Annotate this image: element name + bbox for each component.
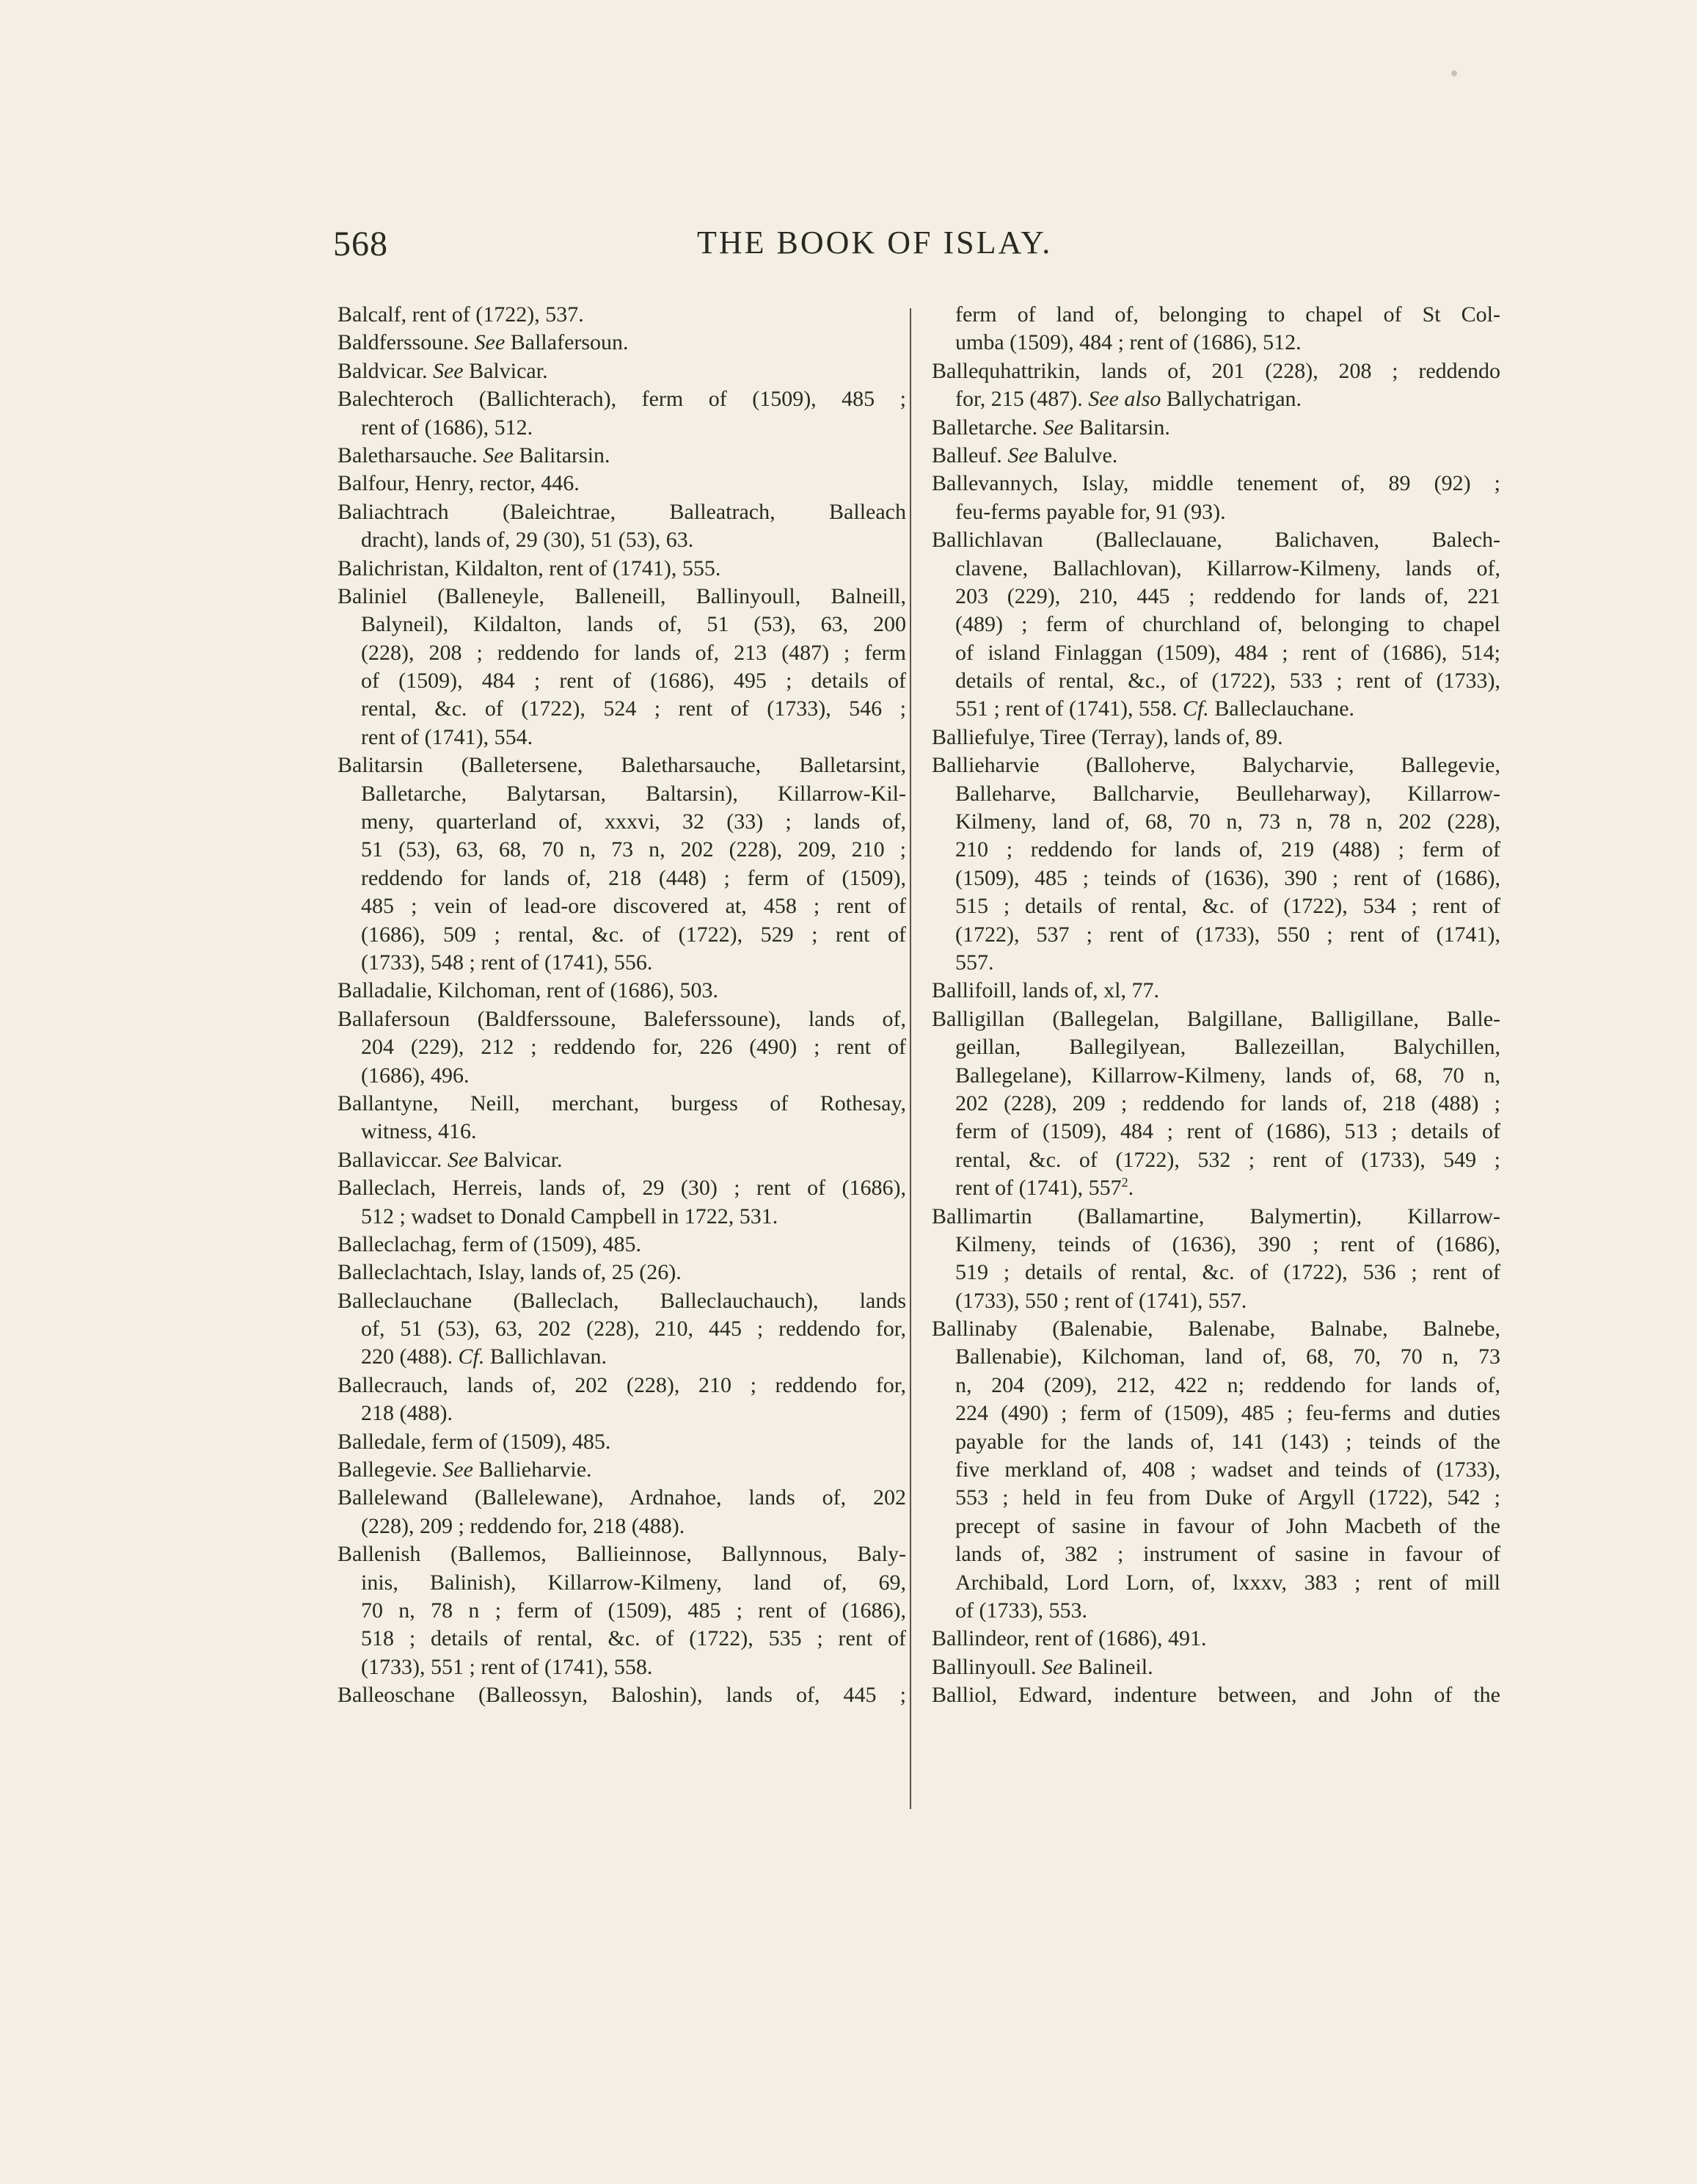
left-index-line: Balleoschane (Balleossyn, Baloshin), lands of, 445 ; [337, 1683, 906, 1708]
right-index-line: Ballifoill, lands of, xl, 77. [932, 978, 1159, 1003]
left-index-line: rent of (1741), 554. [361, 724, 533, 749]
right-index-line: Ballichlavan (Balleclauane, Balichaven, Balech- [932, 528, 1500, 553]
right-index-line: rent of (1741), $557^2$. [955, 1175, 1134, 1201]
left-index-line: Baliniel (Balleneyle, Balleneill, Ballinyoull, Balneill, [337, 583, 906, 608]
right-index-line: 551 ; rent of (1741), 558. Cf. Balleclauchane. [955, 696, 1355, 721]
left-index-line: Balleclach, Herreis, lands of, 29 (30) ; rent of (1686), [337, 1176, 906, 1201]
left-index-line: Ballecrauch, lands of, 202 (228), 210 ; reddendo for, [337, 1372, 906, 1397]
right-index-line: 202 (228), 209 ; reddendo for lands of, 218 (488) ; [955, 1091, 1500, 1115]
right-index-line: Balliefulye, Tiree (Terray), lands of, 89. [932, 724, 1283, 749]
right-index-line: (489) ; ferm of churchland of, belonging to chapel [955, 612, 1500, 637]
right-index-line: (1733), 550 ; rent of (1741), 557. [955, 1288, 1247, 1313]
left-index-line: meny, quarterland of, xxxvi, 32 (33) ; lands of, [361, 809, 906, 834]
right-index-line: umba (1509), 484 ; rent of (1686), 512. [955, 330, 1302, 355]
left-index-line: (1733), 548 ; rent of (1741), 556. [361, 950, 653, 975]
right-index-line: Ballequhattrikin, lands of, 201 (228), 208 ; reddendo [932, 358, 1500, 383]
right-index-line: Balliol, Edward, indenture between, and John of the [932, 1683, 1500, 1708]
right-index-line: ferm of land of, belonging to chapel of St Col- [955, 302, 1500, 327]
left-index-line: Balleclauchane (Balleclach, Balleclauchauch), lands [337, 1288, 906, 1313]
right-index-line: Ballenabie), Kilchoman, land of, 68, 70, 70 n, 73 [955, 1344, 1500, 1369]
left-index-line: of, 51 (53), 63, 202 (228), 210, 445 ; reddendo for, [361, 1317, 906, 1342]
right-index-line: clavene, Ballachlovan), Killarrow-Kilmeny, lands of, [955, 556, 1500, 580]
index-column-right [932, 301, 1500, 1710]
right-index-line: 515 ; details of rental, &c. of (1722), 534 ; rent of [955, 894, 1500, 919]
right-index-line: 519 ; details of rental, &c. of (1722), 536 ; rent of [955, 1260, 1500, 1285]
left-index-line: Baliachtrach (Baleichtrae, Balleatrach, Balleach [337, 499, 906, 524]
right-index-line: Kilmeny, teinds of (1636), 390 ; rent of (1686), [955, 1231, 1500, 1256]
right-index-line: n, 204 (209), 212, 422 n; reddendo for lands of, [955, 1372, 1500, 1397]
page-number: 568 [333, 225, 388, 263]
left-index-line: Baldvicar. See Balvicar. [337, 358, 548, 383]
index-column-left [337, 301, 906, 1710]
right-index-line: (1509), 485 ; teinds of (1636), 390 ; rent of (1686), [955, 865, 1500, 890]
left-index-line: (1686), 509 ; rental, &c. of (1722), 529 ; rent of [361, 922, 906, 947]
right-index-line: feu-ferms payable for, 91 (93). [955, 499, 1226, 524]
left-index-line: dracht), lands of, 29 (30), 51 (53), 63. [361, 528, 694, 553]
right-index-line: for, 215 (487). See also Ballychatrigan. [955, 387, 1302, 412]
left-index-line: Balfour, Henry, rector, 446. [337, 471, 580, 496]
left-index-line: (228), 209 ; reddendo for, 218 (488). [361, 1513, 685, 1538]
right-index-line: Ballieharvie (Balloherve, Balycharvie, Ballegevie, [932, 753, 1500, 778]
left-index-line: inis, Balinish), Killarrow-Kilmeny, land of, 69, [361, 1570, 906, 1595]
left-index-line: 70 n, 78 n ; ferm of (1509), 485 ; rent of (1686), [361, 1598, 906, 1623]
right-index-line: precept of sasine in favour of John Macbeth of the [955, 1513, 1500, 1538]
left-index-line: Ballafersoun (Baldferssoune, Baleferssoune), lands of, [337, 1006, 906, 1031]
left-index-line: Balleclachag, ferm of (1509), 485. [337, 1231, 642, 1256]
left-index-line: Baletharsauche. See Balitarsin. [337, 443, 610, 467]
right-index-line: 557. [955, 950, 994, 975]
left-index-line: rent of (1686), 512. [361, 415, 533, 440]
left-index-line: Ballenish (Ballemos, Ballieinnose, Ballynnous, Baly- [337, 1542, 906, 1567]
left-index-line: witness, 416. [361, 1119, 477, 1144]
right-index-line: geillan, Ballegilyean, Ballezeillan, Balychillen, [955, 1035, 1500, 1060]
right-index-line: of island Finlaggan (1509), 484 ; rent of (1686), 514; [955, 640, 1500, 665]
running-head: THE BOOK OF ISLAY. [697, 225, 1053, 261]
right-index-line: Balletarche. See Balitarsin. [932, 415, 1170, 440]
right-index-line: rental, &c. of (1722), 532 ; rent of (1733), 549 ; [955, 1147, 1500, 1172]
right-index-line: Balleuf. See Balulve. [932, 443, 1118, 467]
left-index-line: Balcalf, rent of (1722), 537. [337, 302, 584, 327]
right-index-line: Ballinyoull. See Balineil. [932, 1654, 1153, 1679]
left-index-line: rental, &c. of (1722), 524 ; rent of (1733), 546 ; [361, 696, 906, 721]
left-index-line: Balleclachtach, Islay, lands of, 25 (26). [337, 1260, 682, 1285]
left-index-line: Ballegevie. See Ballieharvie. [337, 1457, 592, 1482]
right-index-line: Ballindeor, rent of (1686), 491. [932, 1626, 1207, 1651]
left-index-line: Balladalie, Kilchoman, rent of (1686), 503. [337, 978, 719, 1003]
right-index-line: 203 (229), 210, 445 ; reddendo for lands of, 221 [955, 583, 1500, 608]
left-index-line: Balichristan, Kildalton, rent of (1741), 555. [337, 556, 721, 580]
right-index-line: Ballimartin (Ballamartine, Balymertin), Killarrow- [932, 1204, 1500, 1228]
left-index-line: 512 ; wadset to Donald Campbell in 1722, 531. [361, 1204, 778, 1228]
right-index-line: Kilmeny, land of, 68, 70 n, 73 n, 78 n, 202 (228), [955, 809, 1500, 834]
left-index-line: 220 (488). Cf. Ballichlavan. [361, 1344, 607, 1369]
left-index-line: (1686), 496. [361, 1063, 470, 1088]
right-index-line: Ballevannych, Islay, middle tenement of, 89 (92) ; [932, 471, 1500, 496]
right-index-line: Ballinaby (Balenabie, Balenabe, Balnabe, Balnebe, [932, 1317, 1500, 1342]
left-index-line: Balyneil), Kildalton, lands of, 51 (53), 63, 200 [361, 612, 906, 637]
left-index-line: Baldferssoune. See Ballafersoun. [337, 330, 629, 355]
left-index-line: (1733), 551 ; rent of (1741), 558. [361, 1654, 653, 1679]
left-index-line: 51 (53), 63, 68, 70 n, 73 n, 202 (228), 209, 210 ; [361, 837, 906, 862]
right-index-line: five merkland of, 408 ; wadset and teinds of (1733), [955, 1457, 1500, 1482]
right-index-line: of (1733), 553. [955, 1598, 1087, 1623]
left-index-line: Balletarche, Balytarsan, Baltarsin), Killarrow-Kil- [361, 781, 906, 806]
left-index-line: 218 (488). [361, 1401, 453, 1426]
right-index-line: ferm of (1509), 484 ; rent of (1686), 513 ; details of [955, 1119, 1500, 1144]
left-index-line: Ballantyne, Neill, merchant, burgess of Rothesay, [337, 1091, 906, 1115]
left-index-line: Balitarsin (Balletersene, Baletharsauche, Balletarsint, [337, 753, 906, 778]
right-index-line: payable for the lands of, 141 (143) ; teinds of the [955, 1429, 1500, 1454]
left-index-line: of (1509), 484 ; rent of (1686), 495 ; details of [361, 669, 906, 694]
left-index-line: Ballaviccar. See Balvicar. [337, 1147, 563, 1172]
left-index-line: reddendo for lands of, 218 (448) ; ferm of (1509), [361, 865, 906, 890]
left-index-line: 485 ; vein of lead-ore discovered at, 458 ; rent of [361, 894, 906, 919]
paper-speck [1451, 70, 1457, 76]
right-index-line: Archibald, Lord Lorn, of, lxxxv, 383 ; rent of mill [955, 1570, 1500, 1595]
right-index-line: details of rental, &c., of (1722), 533 ; rent of (1733), [955, 669, 1500, 694]
right-index-line: 210 ; reddendo for lands of, 219 (488) ; ferm of [955, 837, 1500, 862]
column-divider [910, 308, 911, 1809]
left-index-line: 518 ; details of rental, &c. of (1722), 535 ; rent of [361, 1626, 906, 1651]
left-index-line: Balechteroch (Ballichterach), ferm of (1509), 485 ; [337, 387, 906, 412]
right-index-line: Ballegelane), Killarrow-Kilmeny, lands of, 68, 70 n, [955, 1063, 1500, 1088]
left-index-line: Ballelewand (Ballelewane), Ardnahoe, lands of, 202 [337, 1485, 906, 1510]
right-index-line: (1722), 537 ; rent of (1733), 550 ; rent of (1741), [955, 922, 1500, 947]
left-index-line: (228), 208 ; reddendo for lands of, 213 (487) ; ferm [361, 640, 906, 665]
right-index-line: 553 ; held in feu from Duke of Argyll (1722), 542 ; [955, 1485, 1500, 1510]
right-index-line: Balligillan (Ballegelan, Balgillane, Balligillane, Balle- [932, 1006, 1500, 1031]
right-index-line: lands of, 382 ; instrument of sasine in favour of [955, 1542, 1500, 1567]
right-index-line: 224 (490) ; ferm of (1509), 485 ; feu-ferms and duties [955, 1401, 1500, 1426]
left-index-line: Balledale, ferm of (1509), 485. [337, 1429, 611, 1454]
right-index-line: Balleharve, Ballcharvie, Beulleharway), Killarrow- [955, 781, 1500, 806]
left-index-line: 204 (229), 212 ; reddendo for, 226 (490) ; rent of [361, 1035, 906, 1060]
